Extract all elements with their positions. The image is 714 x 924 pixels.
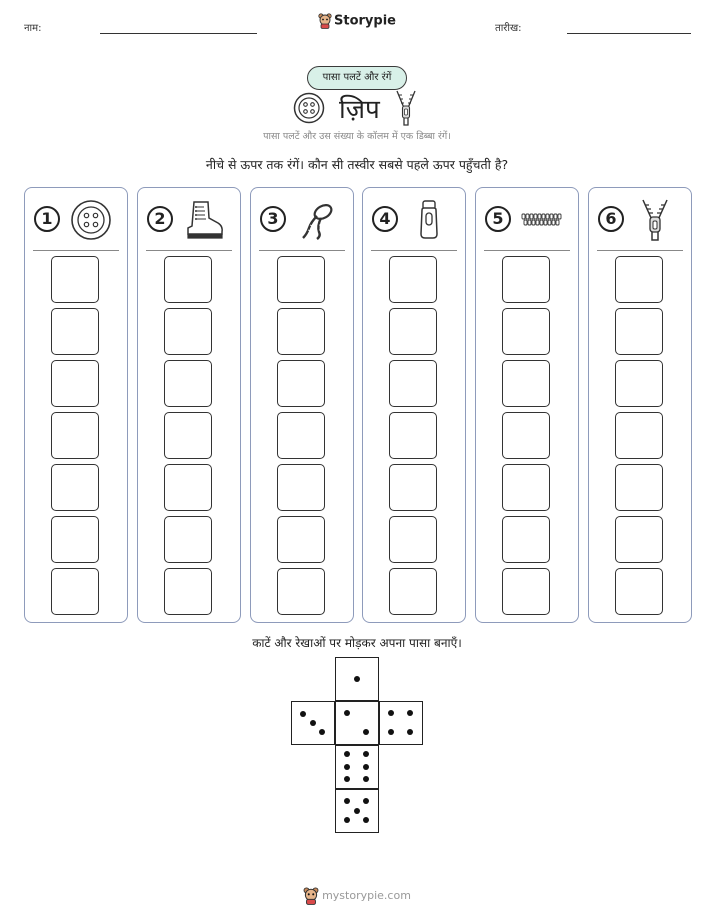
colour-box[interactable]: [277, 360, 325, 407]
column-2: [137, 187, 241, 623]
column-5: [475, 187, 579, 623]
date-line[interactable]: [567, 33, 691, 34]
column-divider: [146, 250, 232, 251]
dice-pip: [354, 676, 360, 682]
zipper-icon: [395, 90, 417, 126]
colour-box[interactable]: [51, 412, 99, 459]
column-number: 4: [372, 206, 398, 232]
dice-pip: [363, 729, 369, 735]
dice-pip: [310, 720, 316, 726]
column-number: 6: [598, 206, 624, 232]
brand-name: Storypie: [334, 13, 396, 29]
colour-box[interactable]: [277, 516, 325, 563]
dice-pip: [388, 710, 394, 716]
colour-box[interactable]: [277, 412, 325, 459]
instruction-text: नीचे से ऊपर तक रंगें। कौन सी तस्वीर सबसे पहले ऊपर पहुँचती है?: [205, 157, 509, 172]
column-number: 3: [260, 206, 286, 232]
column-number: 5: [485, 206, 511, 232]
dice-pip: [363, 776, 369, 782]
colour-box[interactable]: [615, 308, 663, 355]
name-label: नाम:: [24, 23, 42, 34]
zipper-icon: [633, 198, 677, 242]
colour-box[interactable]: [164, 256, 212, 303]
colour-box[interactable]: [502, 568, 550, 615]
brand-logo: [0, 13, 714, 29]
colour-box[interactable]: [615, 412, 663, 459]
dice-pip: [363, 764, 369, 770]
zipper-teeth-icon: [520, 198, 564, 242]
dice-pip: [344, 710, 350, 716]
rope-icon: [295, 198, 339, 242]
dice-face-5: [335, 789, 379, 833]
column-divider: [259, 250, 345, 251]
column-4: [362, 187, 466, 623]
colour-box[interactable]: [389, 360, 437, 407]
colour-box[interactable]: [389, 256, 437, 303]
dice-pip: [344, 764, 350, 770]
colour-box[interactable]: [615, 568, 663, 615]
dice-face-2: [335, 701, 379, 745]
dice-pip: [354, 808, 360, 814]
colour-box[interactable]: [615, 464, 663, 511]
button-icon: [69, 198, 113, 242]
dice-pip: [344, 798, 350, 804]
colour-box[interactable]: [164, 464, 212, 511]
dice-pip: [363, 798, 369, 804]
button-icon: [293, 92, 325, 124]
colour-box[interactable]: [51, 256, 99, 303]
column-divider: [484, 250, 570, 251]
page-title: ज़िप: [339, 95, 380, 125]
colour-box[interactable]: [502, 308, 550, 355]
dice-pip: [319, 729, 325, 735]
dice-pip: [407, 729, 413, 735]
dice-pip: [363, 751, 369, 757]
subtitle: पासा पलटें और उस संख्या के कॉलम में एक डिब्बा रंगें।: [263, 131, 451, 142]
colour-box[interactable]: [389, 308, 437, 355]
dice-pip: [344, 751, 350, 757]
colour-box[interactable]: [164, 308, 212, 355]
dice-face-3: [291, 701, 335, 745]
colour-box[interactable]: [389, 412, 437, 459]
footer-url[interactable]: mystorypie.com: [322, 889, 411, 902]
colour-box[interactable]: [277, 256, 325, 303]
colour-box[interactable]: [389, 464, 437, 511]
colour-box[interactable]: [164, 360, 212, 407]
colour-box[interactable]: [164, 568, 212, 615]
title-row: [0, 88, 714, 128]
colour-box[interactable]: [502, 256, 550, 303]
colour-box[interactable]: [277, 568, 325, 615]
colour-box[interactable]: [502, 516, 550, 563]
column-number: 2: [147, 206, 173, 232]
name-line[interactable]: [100, 33, 257, 34]
column-divider: [371, 250, 457, 251]
colour-box[interactable]: [164, 516, 212, 563]
column-3: [250, 187, 354, 623]
boot-icon: [182, 198, 226, 242]
dice-face-1: [335, 657, 379, 701]
activity-pill: पासा पलटें और रंगें: [307, 66, 407, 90]
column-divider: [33, 250, 119, 251]
colour-box[interactable]: [502, 360, 550, 407]
dice-pip: [344, 776, 350, 782]
dice-pip: [344, 817, 350, 823]
footer: [0, 887, 714, 905]
dice-pip: [300, 711, 306, 717]
mascot-icon: [318, 13, 332, 29]
date-label: तारीख:: [495, 23, 522, 34]
dice-face-6: [335, 745, 379, 789]
colour-box[interactable]: [51, 308, 99, 355]
colour-box[interactable]: [615, 256, 663, 303]
column-number: 1: [34, 206, 60, 232]
dice-pip: [363, 817, 369, 823]
zipper-pull-icon: [407, 198, 451, 242]
colour-box[interactable]: [277, 464, 325, 511]
colour-box[interactable]: [615, 360, 663, 407]
column-divider: [597, 250, 683, 251]
column-1: [24, 187, 128, 623]
colour-box[interactable]: [51, 568, 99, 615]
mascot-icon: [303, 887, 319, 905]
colour-box[interactable]: [615, 516, 663, 563]
dice-pip: [407, 710, 413, 716]
column-6: [588, 187, 692, 623]
colour-box[interactable]: [389, 568, 437, 615]
colour-box[interactable]: [51, 516, 99, 563]
colour-box[interactable]: [51, 360, 99, 407]
dice-instruction: काटें और रेखाओं पर मोड़कर अपना पासा बनाएँ।: [252, 636, 462, 650]
dice-face-4: [379, 701, 423, 745]
dice-pip: [388, 729, 394, 735]
colour-box[interactable]: [502, 464, 550, 511]
colour-box[interactable]: [51, 464, 99, 511]
colour-box[interactable]: [277, 308, 325, 355]
colour-box[interactable]: [164, 412, 212, 459]
colour-box[interactable]: [389, 516, 437, 563]
colour-box[interactable]: [502, 412, 550, 459]
